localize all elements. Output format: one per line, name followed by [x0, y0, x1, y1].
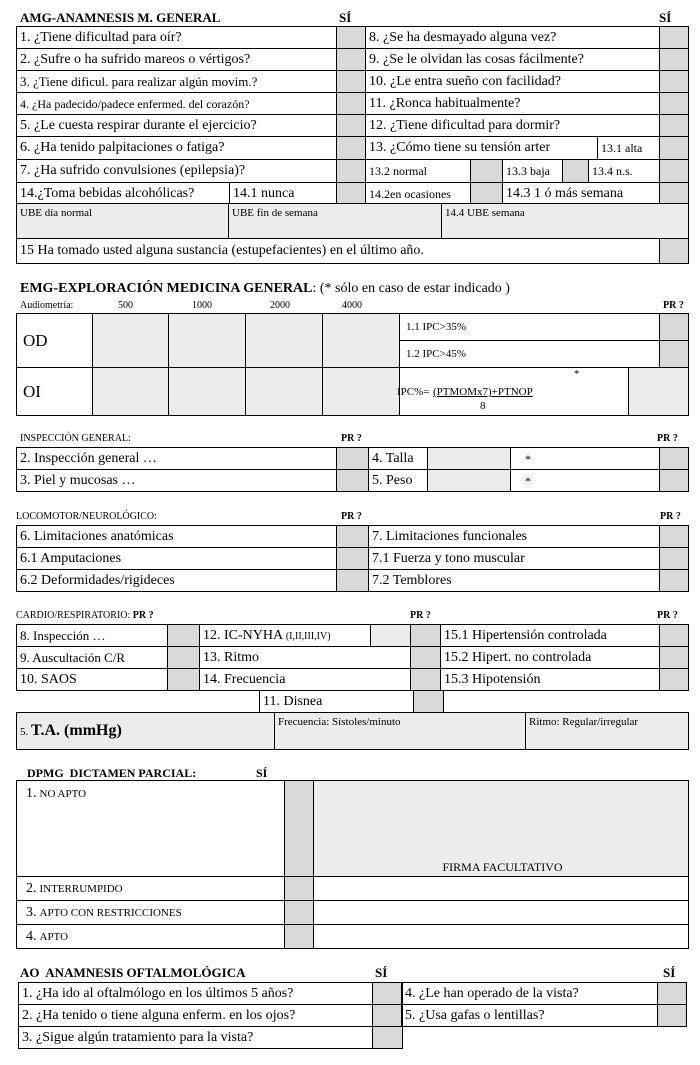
ao-2-checkbox[interactable]: [373, 1005, 403, 1027]
ube-semana[interactable]: 14.4 UBE semana: [442, 204, 689, 239]
amg-q3: 3. ¿Tiene dificul. para realizar algún movim.?: [17, 71, 337, 93]
amg-q15-checkbox[interactable]: [660, 239, 689, 264]
oi-1000[interactable]: [169, 368, 246, 416]
ao-si-left: SÍ: [375, 965, 388, 980]
loco-pr-left: PR ?: [341, 511, 362, 522]
dpmg-4-n: 4.: [26, 928, 37, 944]
amg-q14-1: 14.1 nunca: [233, 186, 295, 201]
loco-6-2: 6.2 Deformidades/rigideces: [17, 570, 337, 592]
cardio-14: 14. Frecuencia: [200, 669, 411, 691]
cardio-12-value[interactable]: [371, 625, 411, 647]
od-500[interactable]: [93, 314, 169, 368]
ipc-45-checkbox[interactable]: [660, 341, 689, 368]
disnea-label: 11. Disnea: [260, 691, 414, 713]
loco-7-checkbox[interactable]: [660, 526, 689, 548]
amg-si-left: SÍ: [339, 10, 352, 25]
od-label: OD: [17, 314, 93, 368]
amg-table: [16, 26, 689, 206]
cardio-9: 9. Auscultación C/R: [17, 647, 168, 669]
peso-value[interactable]: [428, 470, 511, 492]
freq-1000: 1000: [192, 300, 212, 311]
ipc-value[interactable]: [629, 368, 689, 416]
dpmg-3-checkbox[interactable]: [285, 901, 314, 925]
cardio-table: [16, 624, 689, 691]
ao-title: ANAMNESIS OFTALMOLÓGICA: [45, 965, 246, 980]
insp-pr-left: PR ?: [341, 433, 362, 444]
dpmg-table: [16, 780, 689, 949]
cardio-13: 13. Ritmo: [200, 647, 411, 669]
amg-q12-checkbox[interactable]: [660, 115, 689, 137]
emg-pr-label: PR ?: [663, 300, 684, 311]
cardio-8-checkbox[interactable]: [168, 625, 200, 647]
amg-q13-3: 13.3 baja: [503, 160, 563, 182]
dpmg-3-label: APTO CON RESTRICCIONES: [39, 906, 182, 919]
dpmg-1-n: 1.: [26, 786, 37, 801]
amg-q3-checkbox[interactable]: [337, 71, 366, 93]
ao-4-checkbox[interactable]: [658, 983, 687, 1005]
amg-q11-checkbox[interactable]: [660, 93, 689, 115]
amg-q4-checkbox[interactable]: [337, 93, 366, 115]
loco-6-2-checkbox[interactable]: [337, 570, 369, 592]
amg-q13-2-checkbox[interactable]: [471, 160, 503, 182]
amg-q13-cell: [366, 137, 660, 160]
od-1000[interactable]: [169, 314, 246, 368]
amg-q13-1-checkbox[interactable]: [660, 137, 689, 160]
peso-star: *: [511, 470, 660, 492]
insp-piel: 3. Piel y mucosas …: [17, 470, 337, 492]
amg-q5: 5. ¿Le cuesta respirar durante el ejercicio?: [17, 115, 337, 137]
ao-5-checkbox[interactable]: [658, 1005, 687, 1027]
talla-label: 4. Talla: [369, 448, 428, 470]
amg-q10-checkbox[interactable]: [660, 71, 689, 93]
talla-value[interactable]: [428, 448, 511, 470]
loco-6-checkbox[interactable]: [337, 526, 369, 548]
cardio-15-2-checkbox[interactable]: [660, 647, 689, 669]
ipc-formula-denominator: 8: [480, 400, 486, 412]
amg-q13: 13. ¿Cómo tiene su tensión arter: [366, 137, 598, 159]
cardio-15-1: 15.1 Hipertensión controlada: [441, 625, 660, 647]
emg-title: EXPLORACIÓN MEDICINA GENERAL: [58, 281, 313, 296]
ube-dia-normal[interactable]: UBE día normal: [17, 204, 229, 239]
ipc-45: 1.2 IPC>45%: [400, 341, 660, 368]
dpmg-3: [17, 901, 285, 925]
dpmg-4-checkbox[interactable]: [285, 925, 314, 949]
firma-label: FIRMA FACULTATIVO: [442, 860, 563, 874]
amg-q1: 1. ¿Tiene dificultad para oír?: [17, 27, 337, 49]
dpmg-3-blank: [314, 901, 689, 925]
od-4000[interactable]: [323, 314, 400, 368]
ipc-35: 1.1 IPC>35%: [400, 314, 660, 341]
freq-2000: 2000: [270, 300, 290, 311]
amg-q13-3-checkbox[interactable]: [563, 160, 589, 182]
cardio-12: [200, 625, 371, 647]
insp-piel-checkbox[interactable]: [337, 470, 369, 492]
amg-q15: 15 Ha tomado usted alguna sustancia (estupefacientes) en el último año.: [17, 239, 660, 264]
amg-q6-checkbox[interactable]: [337, 137, 366, 160]
insp-general-checkbox[interactable]: [337, 448, 369, 470]
ao-1-checkbox[interactable]: [373, 983, 403, 1005]
ao-code: AO: [20, 965, 40, 980]
cardio-15-2: 15.2 Hipert. no controlada: [441, 647, 660, 669]
cardio-14-checkbox[interactable]: [411, 669, 441, 691]
dpmg-2-label: INTERRUMPIDO: [39, 882, 123, 895]
audiometria-label: Audiometría:: [20, 300, 74, 311]
dpmg-si: SÍ: [256, 766, 268, 780]
cardio-8: 8. Inspección …: [17, 625, 168, 647]
amg-q15-table: [16, 238, 689, 264]
dpmg-4-label: APTO: [39, 930, 69, 943]
disnea-checkbox[interactable]: [414, 691, 444, 713]
amg-q13-4-checkbox[interactable]: [660, 160, 689, 183]
amg-q6: 6. ¿Ha tenido palpitaciones o fatiga?: [17, 137, 337, 160]
ao-si-right: SÍ: [663, 965, 676, 980]
emg-note: : (* sólo en caso de estar indicado ): [312, 281, 510, 296]
amg-q2-checkbox[interactable]: [337, 49, 366, 71]
cardio-15-1-checkbox[interactable]: [660, 625, 689, 647]
amg-q13-4: 13.4 n.s.: [592, 164, 633, 178]
ao-5: 5. ¿Usa gafas o lentillas?: [402, 1005, 658, 1027]
loco-7-1-checkbox[interactable]: [660, 548, 689, 570]
amg-title: ANAMNESIS M. GENERAL: [56, 10, 221, 25]
amg-q13-1: 13.1 alta: [601, 141, 643, 155]
amg-header: [20, 11, 220, 24]
dpmg-4-blank: [314, 925, 689, 949]
cardio-15-3-checkbox[interactable]: [660, 669, 689, 691]
amg-q13-2-cell: [366, 160, 660, 183]
cardio-pr-2: PR ?: [410, 610, 431, 621]
amg-q13-2: 13.2 normal: [366, 160, 471, 182]
dpmg-1-checkbox[interactable]: [285, 781, 314, 877]
insp-pr-right: PR ?: [657, 433, 678, 444]
disnea-table: [259, 690, 444, 713]
amg-q1-checkbox[interactable]: [337, 27, 366, 49]
dpmg-2-n: 2.: [26, 880, 37, 896]
dpmg-code: DPMG: [27, 766, 64, 780]
amg-q14: 14.¿Toma bebidas alcohólicas?: [17, 183, 230, 205]
ao-right-table: [401, 982, 687, 1027]
dpmg-header: [27, 767, 196, 779]
freq-500: 500: [118, 300, 133, 311]
firma-field[interactable]: [314, 781, 689, 877]
cardio-12-small: (I,II,III,IV): [285, 630, 331, 642]
frecuencia-field[interactable]: Frecuencia: Sístoles/minuto: [275, 713, 526, 750]
amg-q8-checkbox[interactable]: [660, 27, 689, 49]
amg-q2: 2. ¿Sufre o ha sufrido mareos o vértigos?: [17, 49, 337, 71]
cardio-15-3: 15.3 Hipotensión: [441, 669, 660, 691]
talla-star: *: [511, 448, 660, 470]
emg-code: EMG-: [20, 281, 59, 296]
loco-6-1: 6.1 Amputaciones: [17, 548, 337, 570]
dpmg-4: [17, 925, 285, 949]
dpmg-3-n: 3.: [26, 904, 37, 920]
ipc-formula-prefix: IPC%=: [397, 386, 430, 398]
ao-4: 4. ¿Le han operado de la vista?: [402, 983, 658, 1005]
loco-6-1-checkbox[interactable]: [337, 548, 369, 570]
amg-si-right: SÍ: [659, 10, 672, 25]
cardio-pr-3: PR ?: [657, 610, 678, 621]
amg-q8: 8. ¿Se ha desmayado alguna vez?: [366, 27, 660, 49]
cardio-12-checkbox[interactable]: [411, 625, 441, 647]
amg-q7-checkbox[interactable]: [337, 160, 366, 183]
emg-header: [20, 282, 510, 296]
amg-q14-3: 14.3 1 ó más semana: [506, 186, 624, 201]
cardio-pr-1: PR ?: [132, 610, 154, 621]
cardio-title: [16, 611, 154, 621]
cardio-title-text: CARDIO/RESPIRATORIO:: [16, 610, 133, 621]
amg-q12: 12. ¿Tiene dificultad para dormir?: [366, 115, 660, 137]
oi-500[interactable]: [93, 368, 169, 416]
insp-title: INSPECCIÓN GENERAL:: [20, 433, 131, 444]
loco-6: 6. Limitaciones anatómicas: [17, 526, 337, 548]
oi-label: OI: [17, 368, 93, 416]
freq-4000: 4000: [342, 300, 362, 311]
amg-q14-2: 14.2en ocasiones: [366, 183, 471, 205]
loco-7-2-checkbox[interactable]: [660, 570, 689, 592]
ube-fin-semana[interactable]: UBE fin de semana: [229, 204, 442, 239]
peso-checkbox[interactable]: [660, 470, 689, 492]
dpmg-1: [17, 781, 285, 877]
cardio-12-label: 12. IC-NYHA: [203, 627, 286, 643]
dpmg-2-checkbox[interactable]: [285, 877, 314, 901]
talla-checkbox[interactable]: [660, 448, 689, 470]
dpmg-1-label: NO APTO: [39, 788, 87, 800]
peso-label: 5. Peso: [369, 470, 428, 492]
insp-table: [16, 447, 689, 492]
amg-q9: 9. ¿Se le olvidan las cosas fácilmente?: [366, 49, 660, 71]
amg-q9-checkbox[interactable]: [660, 49, 689, 71]
ta-table: [16, 712, 689, 750]
cardio-10: 10. SAOS: [17, 669, 168, 691]
cardio-9-checkbox[interactable]: [168, 647, 200, 669]
oi-2000[interactable]: [246, 368, 323, 416]
loco-title: LOCOMOTOR/NEUROLÓGICO:: [16, 511, 157, 522]
ta-num: 5.: [20, 726, 31, 738]
ao-3: 3. ¿Sigue algún tratamiento para la vista?: [19, 1027, 373, 1049]
ipc-star: *: [574, 368, 580, 380]
loco-pr-right: PR ?: [660, 511, 681, 522]
ipc-35-checkbox[interactable]: [660, 314, 689, 341]
od-2000[interactable]: [246, 314, 323, 368]
amg-q11: 11. ¿Ronca habitualmente?: [366, 93, 660, 115]
amg-q14-2-checkbox[interactable]: [471, 183, 503, 205]
amg-q5-checkbox[interactable]: [337, 115, 366, 137]
amg-ube-table: [16, 203, 689, 239]
ta-cell: [17, 713, 275, 750]
ao-header: [20, 966, 246, 979]
cardio-13-checkbox[interactable]: [411, 647, 441, 669]
ritmo-field[interactable]: Ritmo: Regular/irregular: [526, 713, 689, 750]
audiometria-table: [16, 313, 689, 416]
loco-7-1: 7.1 Fuerza y tono muscular: [369, 548, 660, 570]
loco-table: [16, 525, 689, 592]
dpmg-title: DICTAMEN PARCIAL:: [69, 766, 197, 780]
loco-7-2: 7.2 Temblores: [369, 570, 660, 592]
insp-general: 2. Inspección general …: [17, 448, 337, 470]
amg-q10: 10. ¿Le entra sueño con facilidad?: [366, 71, 660, 93]
ta-label: T.A. (mmHg): [31, 722, 122, 739]
ao-left-table: [18, 982, 403, 1049]
amg-q4: 4. ¿Ha padecido/padece enfermed. del corazón?: [17, 93, 337, 115]
ao-3-checkbox[interactable]: [373, 1027, 403, 1049]
dpmg-2-blank: [314, 877, 689, 901]
amg-code: AMG-: [20, 10, 57, 25]
loco-7: 7. Limitaciones funcionales: [369, 526, 660, 548]
ao-1: 1. ¿Ha ido al oftalmólogo en los últimos 5 años?: [19, 983, 373, 1005]
amg-q7: 7. ¿Ha sufrido convulsiones (epilepsia)?: [17, 160, 337, 183]
dpmg-2: [17, 877, 285, 901]
oi-4000[interactable]: [323, 368, 400, 416]
cardio-10-checkbox[interactable]: [168, 669, 200, 691]
ao-2: 2. ¿Ha tenido o tiene alguna enferm. en los ojos?: [19, 1005, 373, 1027]
ipc-formula-numerator: (PTMOMx7)+PTNOP: [433, 386, 533, 398]
